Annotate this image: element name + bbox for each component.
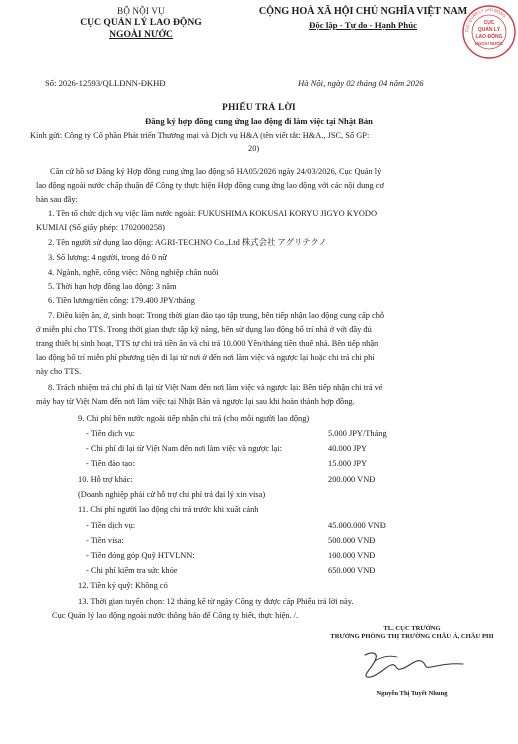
official-seal-stamp	[461, 4, 517, 60]
item-11-visa-label: - Tiền visa:	[86, 536, 124, 545]
item-8-line-1: 8. Trách nhiệm trả chi phí đi lại từ Việt Nam đến nơi làm việc và ngược lại: Bên tiếp nhận chi trả vé	[48, 383, 383, 392]
document-date: Hà Nội, ngày 02 tháng 04 năm 2026	[298, 78, 424, 88]
item-11-fund-value: 100.000 VNĐ	[328, 551, 376, 560]
item-10-note: (Doanh nghiệp phải cử hỗ trợ chi phí trả đại lý xin visa)	[78, 490, 266, 499]
item-7-line-2: ở miễn phí cho TTS. Trong thời gian thực tập kỹ năng, bên sử dụng lao động bố trí nhà ở với đầy đủ	[36, 325, 372, 334]
item-3: 3. Số lượng: 4 người, trong đó 0 nữ	[48, 253, 167, 262]
stamp-inner-line-4: NGOÀI NƯỚC	[475, 41, 503, 46]
stamp-inner-line-3: LAO ĐỘNG	[475, 34, 503, 40]
item-1-line-2: KUMIAI (Số giấy phép: 1702000258)	[36, 223, 165, 232]
item-11-health-check-value: 650.000 VNĐ	[328, 566, 376, 575]
intro-line-3: bản sau đây:	[36, 195, 78, 204]
item-11-health-check-label: - Chi phí kiểm tra sức khỏe	[86, 566, 178, 575]
handwritten-signature	[345, 645, 475, 685]
item-5: 5. Thời hạn hợp đồng lao động: 3 năm	[48, 282, 177, 291]
item-7-line-5: này cho TTS.	[36, 367, 82, 376]
item-13: 13. Thời gian tuyển chọn: 12 tháng kể từ ngày Công ty được cấp Phiếu trả lời này.	[78, 597, 354, 606]
item-11-heading: 11. Chi phí người lao động chi trả trước khi xuất cảnh	[78, 505, 259, 514]
document-title: PHIẾU TRẢ LỜI	[222, 102, 296, 112]
stamp-inner-line-2: QUẢN LÝ	[477, 27, 501, 33]
item-10-label: 10. Hỗ trợ khác:	[78, 475, 133, 484]
issuer-header	[52, 6, 230, 40]
item-2: 2. Tên người sử dụng lao động: AGRI-TECHNO Co.,Ltd 株式会社 アグリテクノ	[48, 238, 327, 247]
item-9-service-fee-value: 5.000 JPY/Tháng	[328, 429, 387, 438]
stamp-ring-text: CỤC QUẢN LÝ LAO ĐỘNG	[463, 6, 507, 33]
intro-line-2: lao động ngoài nước chấp thuận để Công ty thực hiện Hợp đồng cung ứng lao động với các nội dung cơ	[36, 181, 384, 190]
item-4: 4. Ngành, nghề, công việc: Nông nghiệp chăn nuôi	[48, 268, 219, 277]
item-11-fund-label: - Tiền đóng góp Quỹ HTVLNN:	[86, 551, 195, 560]
department-name-line-2: NGOÀI NƯỚC	[109, 29, 173, 40]
closing-line: Cục Quản lý lao động ngoài nước thông báo để Công ty biết, thực hiện. /.	[52, 611, 299, 620]
item-9-heading: 9. Chi phí bên nước ngoài tiếp nhận chi trả (cho mỗi người lao động)	[78, 414, 310, 423]
item-12: 12. Tiền ký quỹ: Không có	[78, 581, 168, 590]
item-11-visa-value: 500.000 VNĐ	[328, 536, 376, 545]
item-8-line-2: máy bay từ Việt Nam đến nơi làm việc tại Nhật Bản và ngược lại sau khi hoàn thành hợp đồng.	[36, 397, 355, 406]
item-7-line-1: 7. Điều kiện ăn, ở, sinh hoạt: Trong thời gian đào tạo tập trung, bên tiếp nhận lao động cung cấp chỗ	[48, 311, 385, 320]
signer-authority: TL. CỤC TRƯỞNG	[383, 625, 441, 632]
item-1-line-1: 1. Tên tổ chức dịch vụ việc làm nước ngoài: FUKUSHIMA KOKUSAI KORYU JIGYO KYODO	[48, 209, 378, 218]
department-name: CỤC QUẢN LÝ LAO ĐỘNG	[80, 17, 202, 28]
item-9-travel-label: - Chi phí đi lại từ Việt Nam đến nơi làm việc và ngược lại:	[86, 444, 282, 453]
item-9-travel-value: 40.000 JPY	[328, 444, 368, 453]
item-7-line-3: trang thiết bị sinh hoạt, TTS tự chi trả tiền ăn và chi trả 10.000 Yên/tháng tiền thuê nhà. Bên tiếp nhận	[36, 339, 379, 348]
intro-line-1: Căn cứ hồ sơ Đăng ký Hợp đồng cung ứng lao động số HA05/2026 ngày 24/03/2026, Cục Quản lý	[50, 167, 382, 176]
national-header	[250, 6, 476, 30]
item-10-value: 200.000 VNĐ	[328, 475, 376, 484]
item-9-training-value: 15.000 JPY	[328, 459, 368, 468]
signer-name: Nguyễn Thị Tuyết Nhung	[376, 690, 448, 697]
document-subtitle: Đăng ký hợp đồng cung ứng lao động đi làm việc tại Nhật Bản	[145, 116, 373, 126]
recipient-line-2: 20)	[248, 144, 260, 153]
ministry-name: BỘ NỘI VỤ	[117, 6, 165, 16]
signature-block	[312, 625, 512, 640]
national-motto: Độc lập - Tự do - Hạnh Phúc	[308, 20, 417, 30]
stamp-inner-line-1: CỤC	[483, 20, 495, 26]
signer-position: TRƯỞNG PHÒNG THỊ TRƯỜNG CHÂU Á, CHÂU PHI	[330, 633, 494, 640]
document-number: Số: 2026-12593/QLLĐNN-ĐKHĐ	[45, 78, 166, 88]
recipient-line-1: Kính gửi: Công ty Cổ phần Phát triển Thương mại và Dịch vụ H&A (tên viết tắt: H&A., JSC, Số GP:	[30, 131, 370, 140]
nation-title: CỘNG HOÀ XÃ HỘI CHỦ NGHĨA VIỆT NAM	[258, 6, 468, 17]
item-9-training-label: - Tiền đào tạo:	[86, 459, 135, 468]
item-6: 6. Tiền lương/tiền công: 179.400 JPY/tháng	[48, 296, 195, 305]
item-11-service-fee-label: - Tiền dịch vụ:	[86, 521, 136, 530]
item-7-line-4: lao động bố trí miễn phí phương tiện đi lại từ nơi ở đến nơi làm việc và ngược lại hoặc chi trả chi phí	[36, 353, 375, 362]
item-9-service-fee-label: - Tiền dịch vụ:	[86, 429, 136, 438]
item-11-service-fee-value: 45.000.000 VNĐ	[328, 521, 386, 530]
